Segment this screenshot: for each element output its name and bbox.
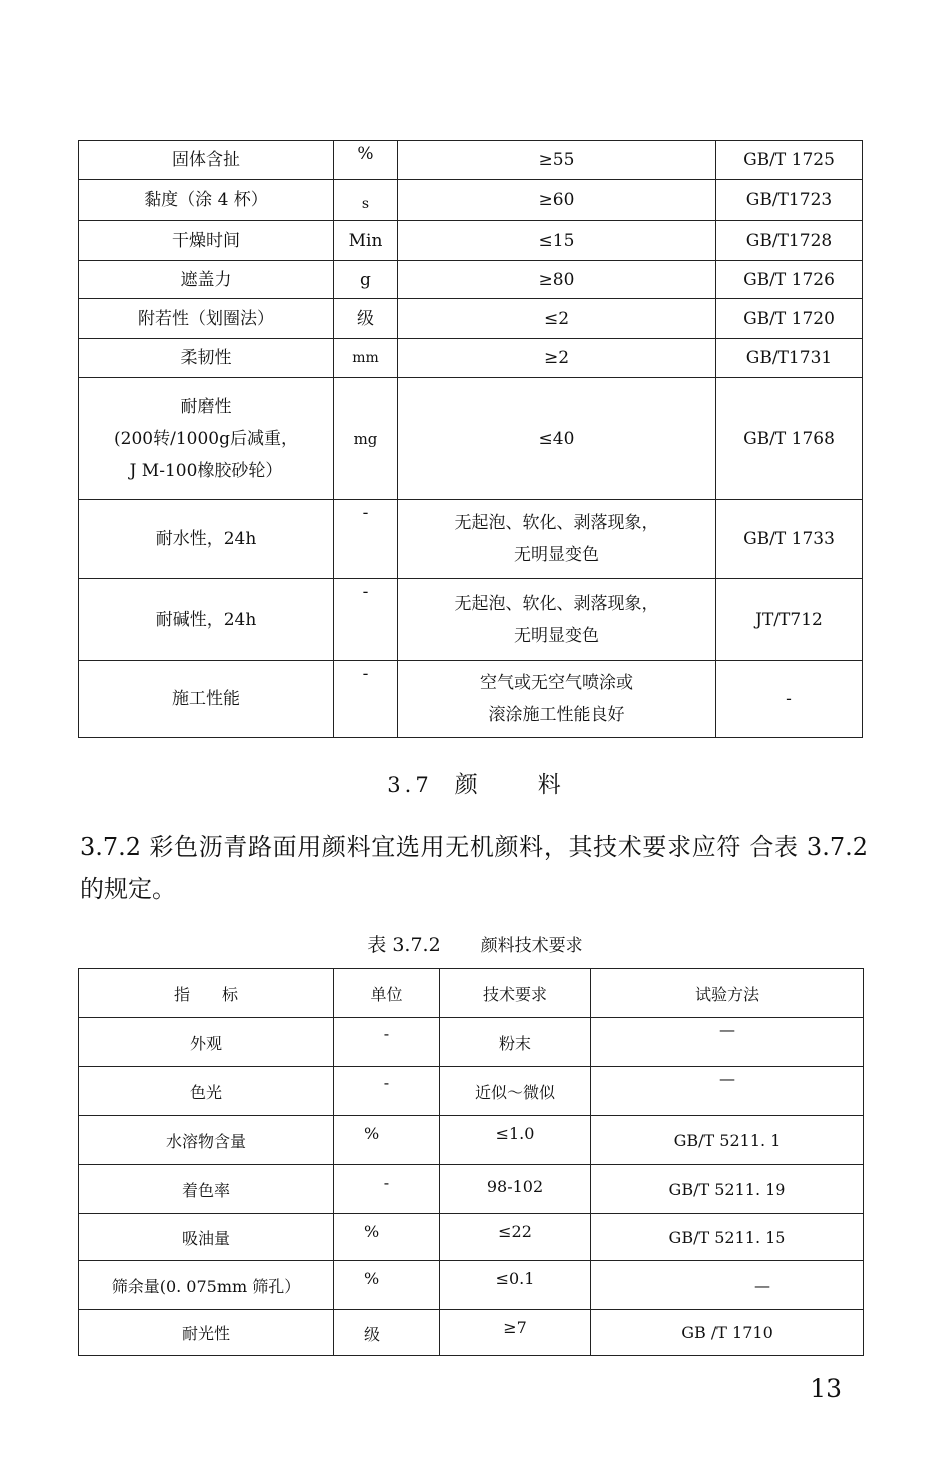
requirement: ≤1.0 [440,1116,591,1165]
unit: - [334,1067,440,1116]
test-method: — [591,1261,864,1310]
unit: 级 [334,299,398,339]
test-method: — [591,1018,864,1067]
table-row [79,500,863,579]
table-row [79,1261,864,1310]
indicator-name: 耐水性，24h [79,500,334,579]
requirement-line: 滚涂施工性能良好 [488,705,625,725]
indicator-name: 黏度（涂 4 杯） [79,180,334,221]
table-row [79,1214,864,1261]
test-method: — [591,1067,864,1116]
indicator-name: 遮盖力 [79,261,334,299]
indicator-name: 吸油量 [79,1214,334,1261]
test-method: GB/T 5211. 19 [591,1165,864,1214]
requirement [398,579,716,661]
unit: - [334,1018,440,1067]
coating-spec-table [78,140,863,738]
requirement: ≤15 [398,221,716,261]
unit: % [334,1261,440,1310]
test-method: GB/T 1726 [716,261,863,299]
table-row [79,1165,864,1214]
section-title-char: 颜 [454,772,480,798]
unit: - [334,579,398,661]
indicator-name [79,378,334,500]
test-method: GB/T 5211. 15 [591,1214,864,1261]
requirement-line: 无明显变色 [514,625,599,646]
table-row [79,221,863,261]
column-header: 单位 [334,969,440,1018]
requirement-line: 无起泡、软化、剥落现象， [454,593,659,614]
indicator-name: 着色率 [79,1165,334,1214]
requirement: ≥7 [440,1310,591,1356]
requirement: ≤2 [398,299,716,339]
test-method: GB/T1731 [716,339,863,378]
requirement: ≥80 [398,261,716,299]
indicator-name-line: J M-100橡胶砂轮） [129,460,283,481]
table-row [79,299,863,339]
table-caption-label: 表 3.7.2 [367,934,441,956]
requirement [398,661,716,738]
indicator-name-line: (200转/1000g后减重， [114,428,298,449]
table-row [79,1310,864,1356]
indicator-name: 干燥时间 [79,221,334,261]
test-method: GB/T 5211. 1 [591,1116,864,1165]
indicator-name: 施工性能 [79,661,334,738]
requirement-line: 空气或无空气喷涂或 [480,673,633,693]
test-method: GB/T1728 [716,221,863,261]
table-row [79,579,863,661]
indicator-name: 水溶物含量 [79,1116,334,1165]
body-paragraph: 3.7.2 彩色沥青路面用颜料宜选用无机颜料，其技术要求应符 合表 3.7.2 的规定。 [80,833,868,903]
requirement [398,500,716,579]
table-header-row [79,969,864,1018]
indicator-name: 耐碱性，24h [79,579,334,661]
unit: - [334,500,398,579]
indicator-name: 固体含扯 [79,141,334,180]
indicator-name: 柔韧性 [79,339,334,378]
section-number: 3.7 [387,773,433,797]
unit: - [334,661,398,738]
requirement: ≥2 [398,339,716,378]
unit: mm [334,339,398,378]
table-row [79,180,863,221]
table-row [79,378,863,500]
requirement: ≥55 [398,141,716,180]
requirement: 98-102 [440,1165,591,1214]
column-header: 技术要求 [440,969,591,1018]
indicator-name-line: 耐磨性 [180,396,232,417]
unit: 级 [334,1310,440,1356]
unit: Min [334,221,398,261]
table-row [79,261,863,299]
table-row [79,1067,864,1116]
test-method: GB/T 1733 [716,500,863,579]
table-caption [0,930,950,957]
indicator-name: 附若性（划圈法） [79,299,334,339]
test-method: JT/T712 [716,579,863,661]
table-row [79,141,863,180]
unit: % [334,141,398,180]
requirement: 粉末 [440,1018,591,1067]
column-header: 指 标 [79,969,334,1018]
unit: s [334,180,398,221]
test-method: GB/T1723 [716,180,863,221]
indicator-name: 外观 [79,1018,334,1067]
requirement-line: 无起泡、软化、剥落现象， [454,513,659,533]
unit: - [334,1165,440,1214]
section-heading [0,766,950,799]
requirement: ≤40 [398,378,716,500]
test-method: - [716,661,863,738]
table-row [79,661,863,738]
table-caption-title: 颜料技术要求 [480,936,583,956]
unit: % [334,1116,440,1165]
section-title-char: 料 [537,772,563,798]
page-number: 13 [810,1374,842,1403]
test-method: GB/T 1720 [716,299,863,339]
test-method: GB/T 1725 [716,141,863,180]
unit: mg [334,378,398,500]
unit: % [334,1214,440,1261]
table-row [79,1018,864,1067]
table-row [79,1116,864,1165]
requirement: ≥60 [398,180,716,221]
requirement: 近似～微似 [440,1067,591,1116]
requirement-line: 无明显变色 [514,545,599,565]
indicator-name: 色光 [79,1067,334,1116]
requirement: ≤0.1 [440,1261,591,1310]
table-row [79,339,863,378]
test-method: GB/T 1768 [716,378,863,500]
indicator-name: 耐光性 [79,1310,334,1356]
column-header: 试验方法 [591,969,864,1018]
pigment-spec-table [78,968,864,1356]
unit: g [334,261,398,299]
requirement: ≤22 [440,1214,591,1261]
test-method: GB /T 1710 [591,1310,864,1356]
indicator-name: 筛余量(0. 075mm 筛孔） [79,1261,334,1310]
